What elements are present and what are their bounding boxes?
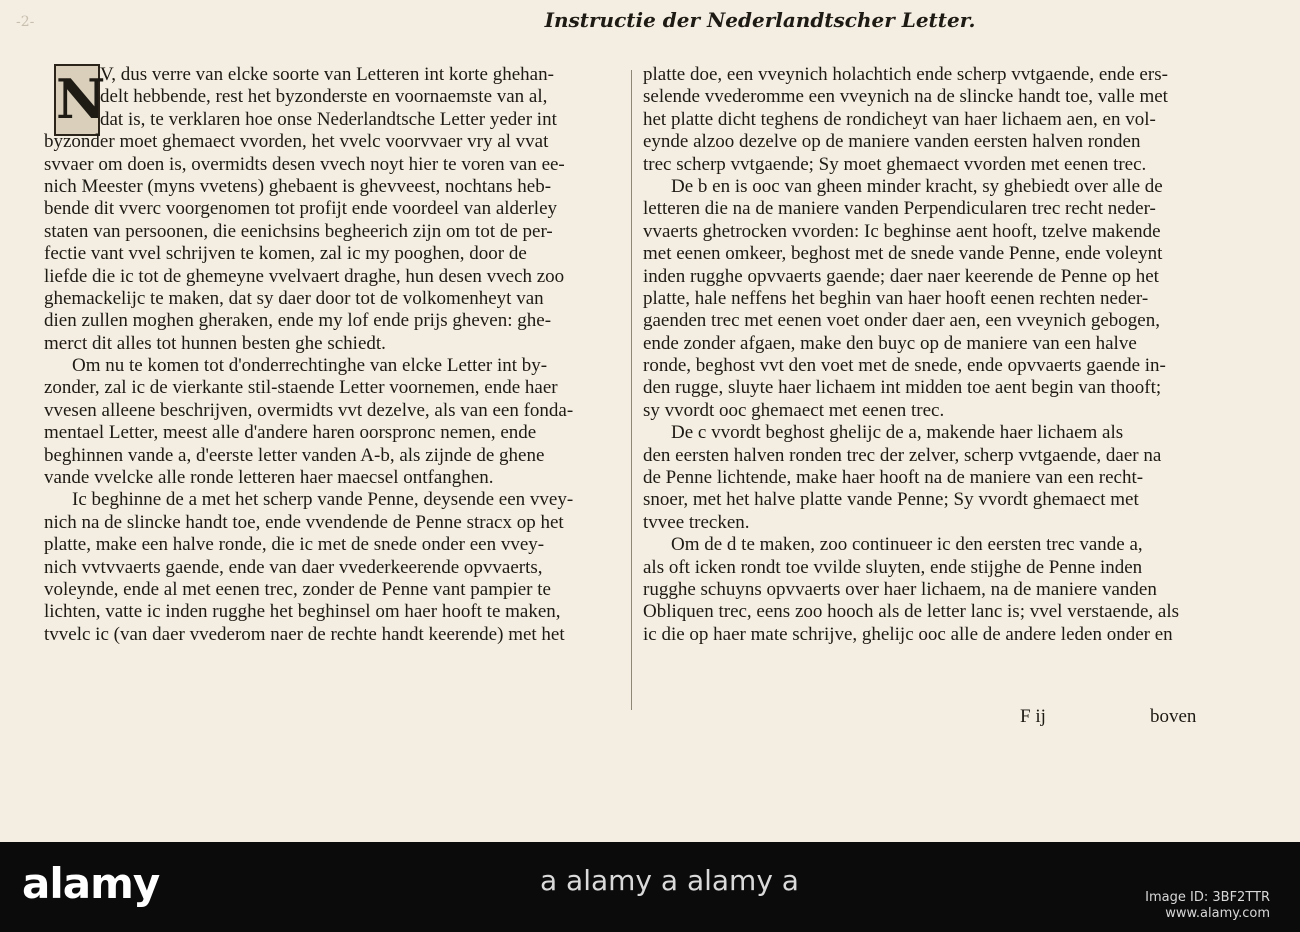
text-line: dat is, te verklaren hoe onse Nederlandtsche Letter yeder int <box>100 108 557 130</box>
text-line: selende vvederomme een vveynich na de slincke handt toe, valle met <box>643 86 1168 108</box>
text-line: tvvelc ic (van daer vvederom naer de rechte handt keerende) met het <box>44 623 565 645</box>
text-line: svvaer om doen is, overmidts desen vvech noyt hier te voren van ee- <box>44 153 565 175</box>
image-id <box>1145 890 1270 922</box>
text-line: als oft icken rondt toe vvilde sluyten, ende stijghe de Penne inden <box>643 556 1143 578</box>
running-header <box>0 8 1300 32</box>
text-line: De b en is ooc van gheen minder kracht, sy ghebiedt over alle de <box>671 175 1163 197</box>
catchword: boven <box>1150 706 1197 727</box>
text-line: rugghe schuyns opvvaerts over haer lichaem, na de maniere vanden <box>643 578 1157 600</box>
page-corner-mark: -2- <box>16 14 35 30</box>
column-divider <box>631 70 632 710</box>
text-line: tvvee trecken. <box>643 511 750 533</box>
text-line: nich vvtvvaerts gaende, ende van daer vvederkeerende opvvaerts, <box>44 556 543 578</box>
text-line: ic die op haer mate schrijve, ghelijc ooc alle de andere leden onder en <box>643 623 1173 645</box>
paragraph <box>643 422 1211 534</box>
text-line: liefde die ic tot de ghemeyne vvelvaert draghe, hun desen vvech zoo <box>44 265 565 287</box>
text-line: delt hebbende, rest het byzonderste en voornaemste van al, <box>100 86 548 108</box>
text-line: vande vvelcke alle ronde letteren haer maecsel ontfanghen. <box>44 467 494 489</box>
text-line: beghinnen vande a, d'eerste letter vanden A-b, als zijnde de ghene <box>44 444 545 466</box>
paragraph <box>643 534 1211 668</box>
paragraph <box>44 489 620 646</box>
text-line: zonder, zal ic de vierkante stil-staende Letter voornemen, ende haer <box>44 377 558 399</box>
text-line: den eersten halven ronden trec der zelver, scherp vvtgaende, daer na <box>643 444 1162 466</box>
text-line: Obliquen trec, eens zoo hooch als de letter lanc is; vvel verstaende, als <box>643 601 1180 623</box>
paragraph <box>44 64 620 355</box>
text-line: de Penne lichtende, make haer hooft na de maniere van een recht- <box>643 467 1144 489</box>
text-line: mentael Letter, meest alle d'andere haren oorspronc nemen, ende <box>44 422 537 444</box>
text-line: staten van persoonen, die eenichsins begheerich zijn om tot de per- <box>44 220 553 242</box>
text-line: platte, hale neffens het beghin van haer hooft eenen rechten neder- <box>643 287 1149 309</box>
text-line: den rugge, sluyte haer lichaem int midden toe aent begin van thooft; <box>643 377 1162 399</box>
text-line: Ic beghinne de a met het scherp vande Penne, deysende een vvey- <box>72 489 574 511</box>
text-line: byzonder moet ghemaect vvorden, het vvelc voorvvaer vry al vvat <box>44 131 549 153</box>
text-line: merct dit alles tot hunnen besten ghe schiedt. <box>44 332 386 354</box>
text-line: fectie vant vvel schrijven te komen, zal ic my pooghen, door de <box>44 243 527 265</box>
text-line: sy vvordt ooc ghemaect met eenen trec. <box>643 399 945 421</box>
text-line: bende dit vverc voorgenomen tot profijt ende voordeel van alderley <box>44 198 557 220</box>
text-line: vvesen alleene beschrijven, overmidts vvt dezelve, als van een fonda- <box>44 399 574 421</box>
text-line: ende zonder afgaen, make den buyc op de maniere van een halve <box>643 332 1137 354</box>
text-line: platte, make een halve ronde, die ic met de snede onder een vvey- <box>44 534 545 556</box>
text-line: gaenden trec met eenen voet onder daer aen, een vveynich gebogen, <box>643 310 1160 332</box>
paragraph <box>643 176 1211 422</box>
text-line: dien zullen moghen gheraken, ende my lof ende prijs gheven: ghe- <box>44 310 552 332</box>
text-line: vvaerts ghetrocken vvorden: Ic beghinse aent hooft, tzelve makende <box>643 220 1161 242</box>
decorated-initial: N <box>54 64 100 136</box>
text-line: ghemackelijc te maken, dat sy daer door tot de volkomenheyt van <box>44 287 544 309</box>
text-line: ronde, beghost vvt den voet met de snede, ende opvvaerts gaende in- <box>643 355 1166 377</box>
text-line: inden rugghe opvvaerts gaende; daer naer keerende de Penne op het <box>643 265 1159 287</box>
running-header-title: Instructie der Nederlandtscher Letter. <box>544 8 976 32</box>
text-line: lichten, vatte ic inden rugghe het beghinsel om haer hooft te maken, <box>44 601 561 623</box>
alamy-logo: alamy <box>22 859 160 908</box>
text-line: het platte dicht teghens de rondicheyt van haer lichaem aen, en vol- <box>643 108 1156 130</box>
site-url: www.alamy.com <box>1165 906 1270 921</box>
right-column <box>643 64 1211 669</box>
text-line: letteren die na de maniere vanden Perpendicularen trec recht neder- <box>643 198 1156 220</box>
text-line: voleynde, ende al met eenen trec, zonder de Penne vant pampier te <box>44 578 551 600</box>
image-id-label: Image ID: 3BF2TTR <box>1145 890 1270 905</box>
text-line: eynde alzoo dezelve op de maniere vanden eersten halven ronden <box>643 131 1141 153</box>
text-line: met eenen omkeer, beghost met de snede vande Penne, ende voleynt <box>643 243 1163 265</box>
watermark-strip: a alamy a alamy a <box>540 864 799 897</box>
text-line: V, dus verre van elcke soorte van Letteren int korte ghehan- <box>100 64 554 85</box>
text-line: snoer, met het halve platte vande Penne; Sy vvordt ghemaect met <box>643 489 1139 511</box>
text-line: nich na de slincke handt toe, ende vvendende de Penne stracx op het <box>44 511 564 533</box>
signature-mark: F ij <box>1020 706 1046 727</box>
text-line: Om de d te maken, zoo continueer ic den eersten trec vande a, <box>671 534 1143 556</box>
paragraph <box>44 355 620 489</box>
text-line: nich Meester (myns vvetens) ghebaent is ghevveest, nochtans heb- <box>44 175 552 197</box>
text-line: De c vvordt beghost ghelijc de a, makende haer lichaem als <box>671 422 1124 444</box>
left-column <box>44 64 620 646</box>
text-line: trec scherp vvtgaende; Sy moet ghemaect vvorden met eenen trec. <box>643 153 1147 175</box>
text-line: platte doe, een vveynich holachtich ende scherp vvtgaende, ende ers- <box>643 64 1168 85</box>
text-line: Om nu te komen tot d'onderrechtinghe van elcke Letter int by- <box>72 355 548 377</box>
paragraph <box>643 64 1211 176</box>
